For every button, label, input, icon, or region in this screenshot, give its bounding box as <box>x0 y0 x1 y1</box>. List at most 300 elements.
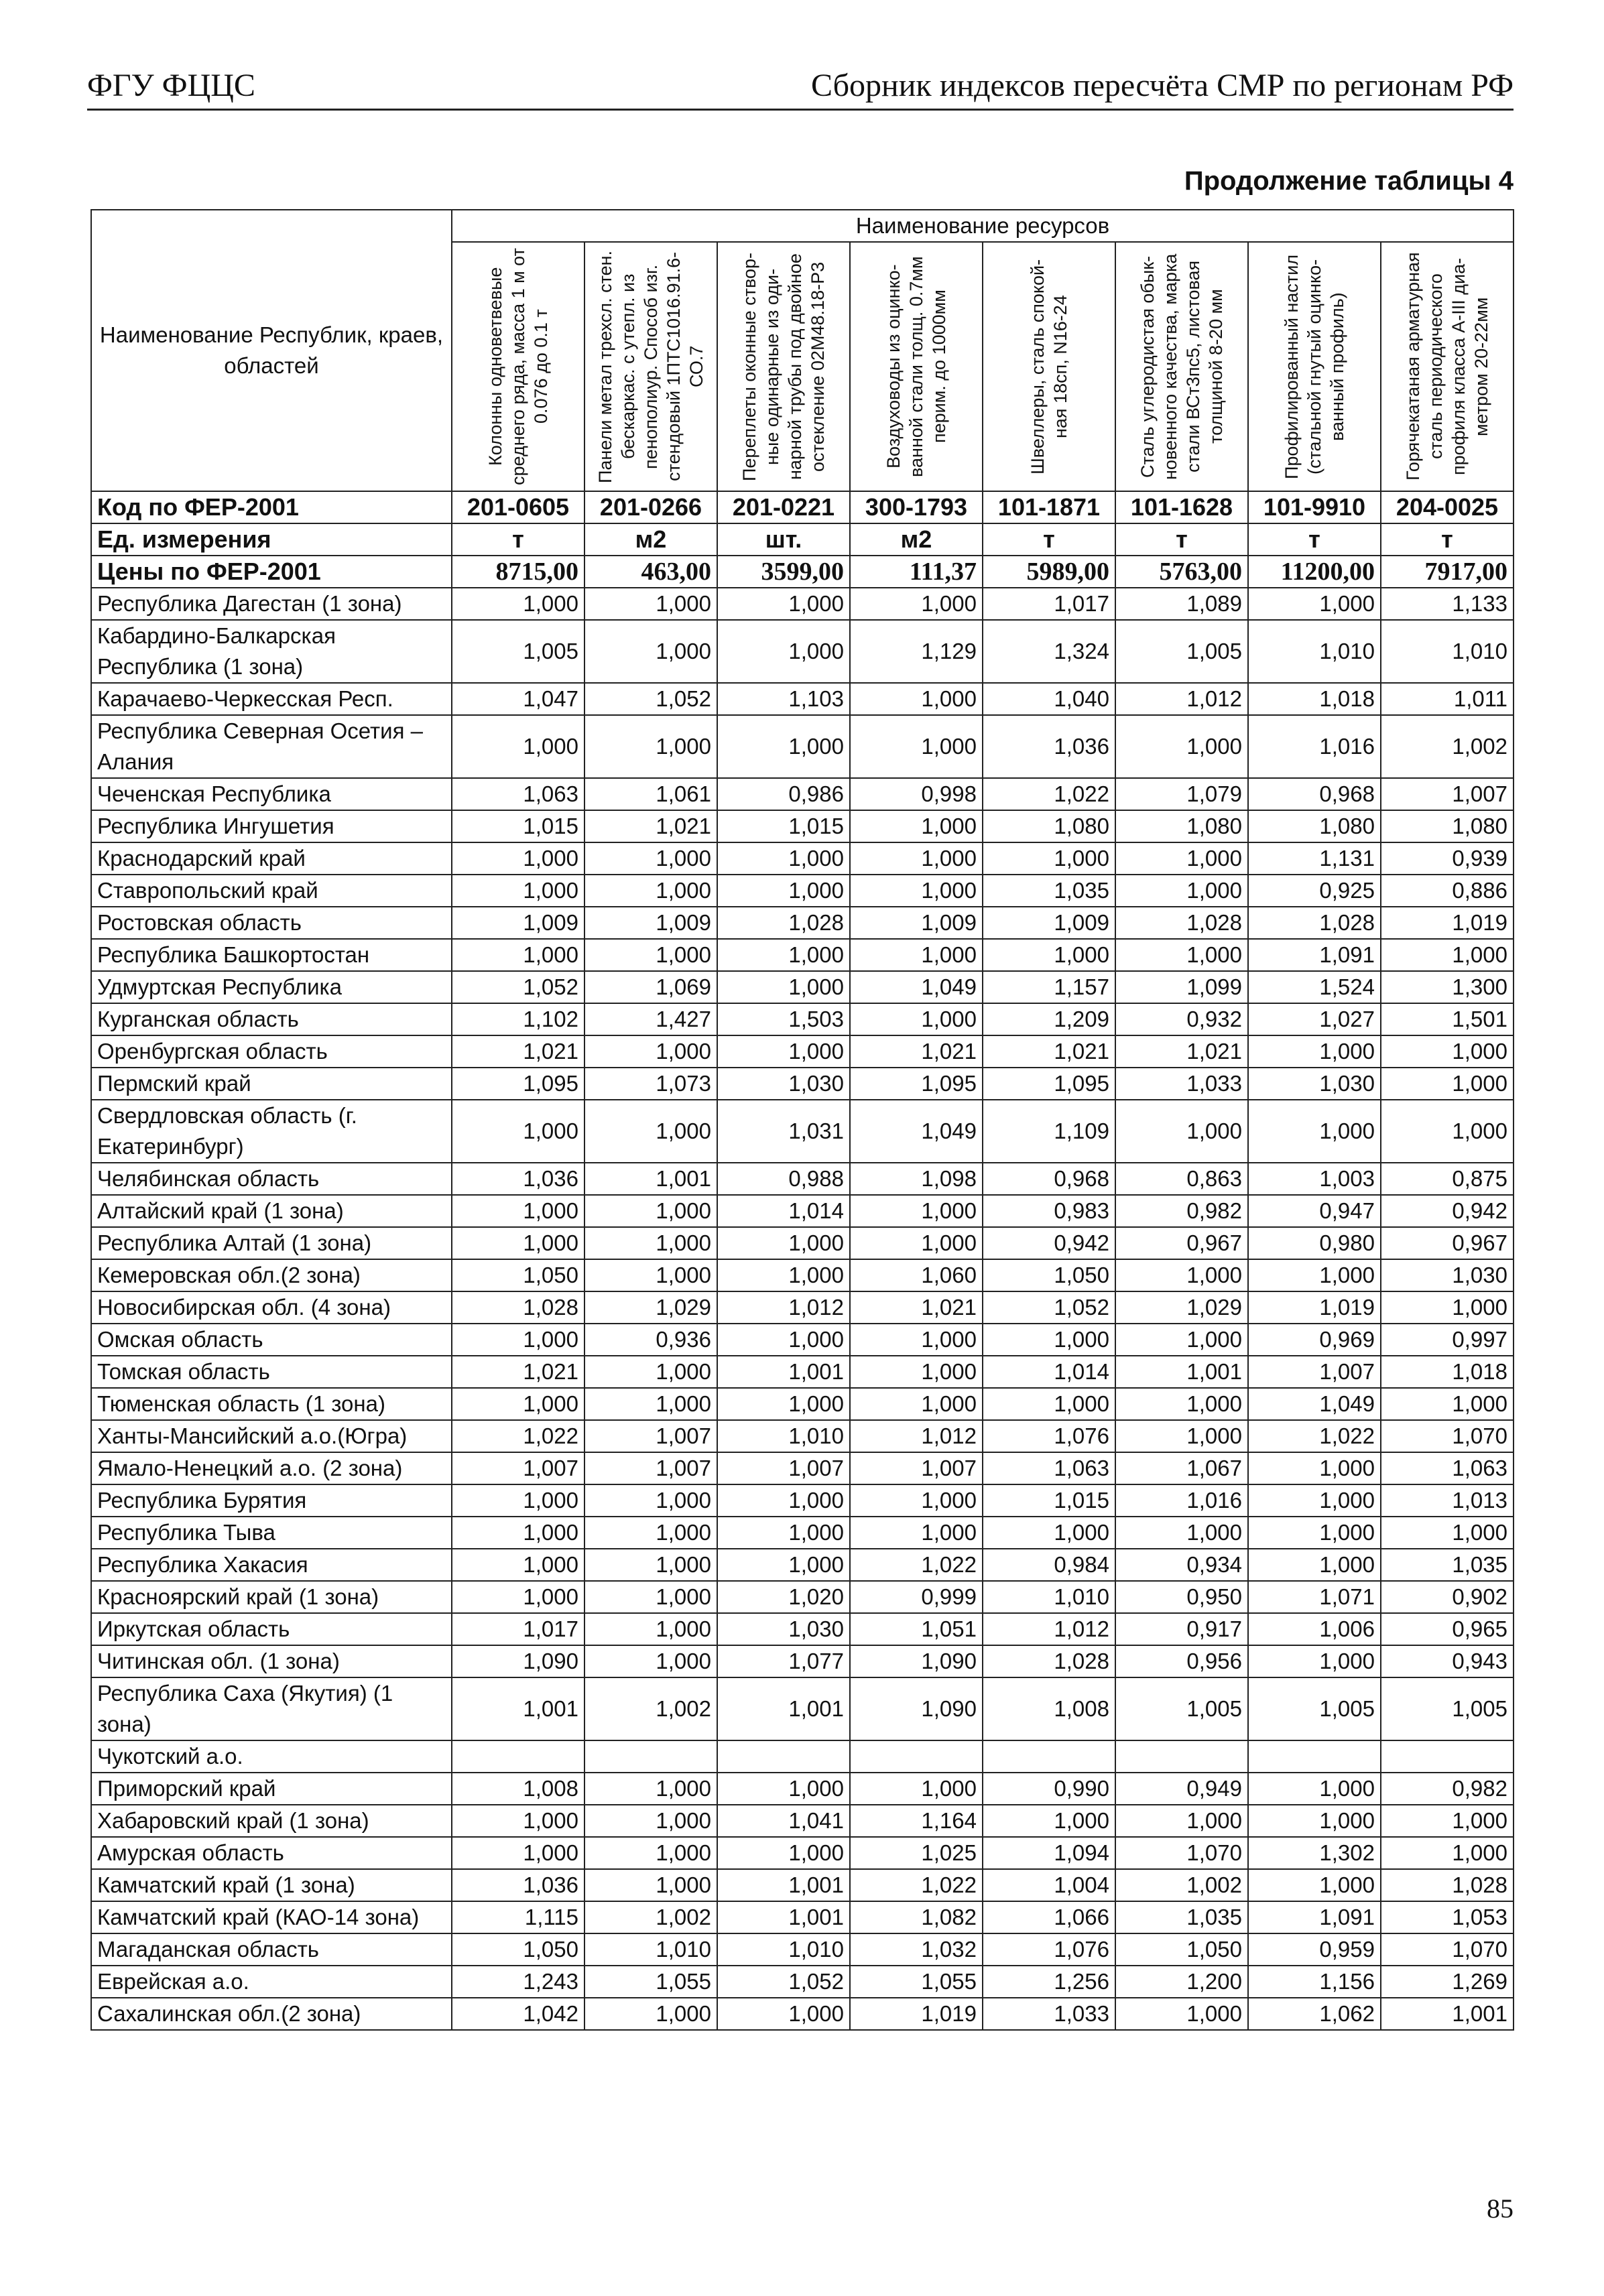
index-value: 1,021 <box>452 1035 584 1068</box>
index-value: 1,012 <box>983 1613 1115 1645</box>
index-value: 1,000 <box>1115 875 1248 907</box>
table-row <box>91 939 1514 971</box>
index-value: 1,269 <box>1381 1966 1514 1998</box>
table-row <box>91 1324 1514 1356</box>
index-value: 1,012 <box>717 1291 850 1324</box>
index-value: 1,002 <box>1115 1869 1248 1901</box>
index-value: 1,000 <box>584 1484 717 1517</box>
index-value: 1,015 <box>983 1484 1115 1517</box>
region-name: Удмуртская Республика <box>91 971 452 1003</box>
index-value: 1,000 <box>1115 1324 1248 1356</box>
index-value: 1,000 <box>850 1195 983 1227</box>
region-name: Алтайский край (1 зона) <box>91 1195 452 1227</box>
table-row <box>91 1003 1514 1035</box>
index-value: 1,010 <box>717 1420 850 1452</box>
index-value: 1,000 <box>452 1517 584 1549</box>
index-value: 1,061 <box>584 778 717 810</box>
index-value: 1,000 <box>1248 1869 1381 1901</box>
index-value: 1,022 <box>452 1420 584 1452</box>
resource-unit: т <box>1115 523 1248 556</box>
index-value: 1,090 <box>452 1645 584 1677</box>
index-value: 1,080 <box>1248 810 1381 842</box>
index-value: 1,019 <box>1248 1291 1381 1324</box>
index-value: 1,000 <box>1248 588 1381 620</box>
index-value: 1,017 <box>983 588 1115 620</box>
resource-column-header <box>1248 242 1381 491</box>
region-name: Республика Ингушетия <box>91 810 452 842</box>
table-row <box>91 1933 1514 1966</box>
resource-code: 204-0025 <box>1381 491 1514 523</box>
index-value: 1,018 <box>1381 1356 1514 1388</box>
index-value: 1,000 <box>717 971 850 1003</box>
index-value: 1,007 <box>717 1452 850 1484</box>
resource-price: 5989,00 <box>983 556 1115 588</box>
table-row <box>91 971 1514 1003</box>
index-value: 1,080 <box>1381 810 1514 842</box>
header-org: ФГУ ФЦЦС <box>87 68 255 103</box>
index-value: 0,967 <box>1115 1227 1248 1259</box>
index-value: 0,988 <box>717 1163 850 1195</box>
index-value: 1,010 <box>983 1581 1115 1613</box>
index-value: 1,007 <box>1248 1356 1381 1388</box>
index-value: 1,028 <box>1381 1869 1514 1901</box>
index-value: 1,000 <box>452 1324 584 1356</box>
index-value: 1,000 <box>983 1388 1115 1420</box>
resource-price: 7917,00 <box>1381 556 1514 588</box>
index-value: 1,000 <box>584 1259 717 1291</box>
resources-group-header: Наименование ресурсов <box>452 210 1514 242</box>
index-value: 1,000 <box>850 1773 983 1805</box>
index-value: 1,000 <box>584 620 717 683</box>
index-value: 1,080 <box>1115 810 1248 842</box>
region-name: Республика Бурятия <box>91 1484 452 1517</box>
table-row <box>91 875 1514 907</box>
index-value: 1,033 <box>1115 1068 1248 1100</box>
resource-column-header-text: Переплеты оконные створ-ные одинарные из оди-нарной трубы под двойное остекление 02М48.18-Р3 <box>739 252 828 481</box>
index-value: 1,001 <box>717 1901 850 1933</box>
resource-column-header <box>717 242 850 491</box>
index-value: 1,000 <box>1381 939 1514 971</box>
index-value: 0,936 <box>584 1324 717 1356</box>
index-value: 1,000 <box>1381 1805 1514 1837</box>
resource-price: 11200,00 <box>1248 556 1381 588</box>
table-row <box>91 1613 1514 1645</box>
page-number: 85 <box>1487 2193 1514 2224</box>
index-value: 1,131 <box>1248 842 1381 875</box>
index-value: 1,000 <box>717 842 850 875</box>
index-value: 1,000 <box>850 1484 983 1517</box>
index-value: 1,501 <box>1381 1003 1514 1035</box>
index-value: 1,003 <box>1248 1163 1381 1195</box>
index-value: 1,005 <box>452 620 584 683</box>
resource-column-header <box>850 242 983 491</box>
index-value: 1,000 <box>850 875 983 907</box>
index-value: 1,052 <box>717 1966 850 1998</box>
table-row <box>91 842 1514 875</box>
index-value: 1,302 <box>1248 1837 1381 1869</box>
index-value: 0,917 <box>1115 1613 1248 1645</box>
index-value: 1,000 <box>584 1581 717 1613</box>
index-value: 0,943 <box>1381 1645 1514 1677</box>
region-name: Челябинская область <box>91 1163 452 1195</box>
index-value: 0,982 <box>1115 1195 1248 1227</box>
table-row <box>91 1035 1514 1068</box>
index-value: 1,000 <box>584 1388 717 1420</box>
index-value: 1,000 <box>717 875 850 907</box>
table-row <box>91 1581 1514 1613</box>
index-value: 1,042 <box>452 1998 584 2030</box>
table-row <box>91 1645 1514 1677</box>
table-row <box>91 1068 1514 1100</box>
index-value: 1,000 <box>717 1998 850 2030</box>
index-value: 1,025 <box>850 1837 983 1869</box>
index-value: 1,073 <box>584 1068 717 1100</box>
index-value: 1,009 <box>983 907 1115 939</box>
index-value: 1,000 <box>584 875 717 907</box>
table-row <box>91 1740 1514 1773</box>
index-value: 1,000 <box>1248 1035 1381 1068</box>
index-value: 1,000 <box>850 842 983 875</box>
region-name: Еврейская а.о. <box>91 1966 452 1998</box>
index-value: 1,000 <box>983 1805 1115 1837</box>
resource-code: 300-1793 <box>850 491 983 523</box>
region-name: Кемеровская обл.(2 зона) <box>91 1259 452 1291</box>
index-value: 1,013 <box>1381 1484 1514 1517</box>
index-value: 1,077 <box>717 1645 850 1677</box>
index-value: 1,000 <box>717 588 850 620</box>
index-value: 1,030 <box>717 1613 850 1645</box>
index-value: 1,000 <box>983 842 1115 875</box>
resource-column-header <box>1381 242 1514 491</box>
index-value: 1,000 <box>717 1837 850 1869</box>
index-value: 1,032 <box>850 1933 983 1966</box>
index-value: 1,029 <box>584 1291 717 1324</box>
table-row <box>91 1484 1514 1517</box>
index-value: 0,997 <box>1381 1324 1514 1356</box>
table-row <box>91 1195 1514 1227</box>
index-value: 1,115 <box>452 1901 584 1933</box>
index-value: 1,000 <box>1115 1805 1248 1837</box>
index-value: 1,015 <box>717 810 850 842</box>
index-value: 1,067 <box>1115 1452 1248 1484</box>
index-value: 0,965 <box>1381 1613 1514 1645</box>
index-value: 1,080 <box>983 810 1115 842</box>
resource-column-header-text: Швеллеры, сталь спокой-ная 18сп, N16-24 <box>1028 259 1070 474</box>
index-value: 1,000 <box>717 1549 850 1581</box>
index-value: 1,000 <box>850 1227 983 1259</box>
index-value: 1,000 <box>1248 1517 1381 1549</box>
index-value: 1,049 <box>1248 1388 1381 1420</box>
index-value: 1,030 <box>1381 1259 1514 1291</box>
index-value: 1,005 <box>1381 1677 1514 1740</box>
region-name: Ямало-Ненецкий а.о. (2 зона) <box>91 1452 452 1484</box>
resource-column-header-text: Горячекатаная арматурная сталь периодического профиля класса А-III диа-метром 20-22мм <box>1403 252 1491 481</box>
index-value: 0,925 <box>1248 875 1381 907</box>
resource-price: 111,37 <box>850 556 983 588</box>
region-column-header: Наименование Республик, краев, областей <box>91 210 452 491</box>
index-value: 1,000 <box>983 1324 1115 1356</box>
region-name: Иркутская область <box>91 1613 452 1645</box>
index-value: 1,009 <box>584 907 717 939</box>
index-value: 1,156 <box>1248 1966 1381 1998</box>
resource-code: 201-0266 <box>584 491 717 523</box>
region-name: Республика Алтай (1 зона) <box>91 1227 452 1259</box>
table-row <box>91 1677 1514 1740</box>
index-value: 1,091 <box>1248 1901 1381 1933</box>
index-value: 1,000 <box>1248 1773 1381 1805</box>
index-value: 1,000 <box>584 1356 717 1388</box>
index-value: 0,902 <box>1381 1581 1514 1613</box>
region-name: Тюменская область (1 зона) <box>91 1388 452 1420</box>
index-value: 1,164 <box>850 1805 983 1837</box>
header-title: Сборник индексов пересчёта СМР по регионам РФ <box>811 68 1514 103</box>
index-value: 0,863 <box>1115 1163 1248 1195</box>
region-name: Новосибирская обл. (4 зона) <box>91 1291 452 1324</box>
resource-code: 201-0605 <box>452 491 584 523</box>
index-value <box>850 1740 983 1773</box>
table-continuation-label: Продолжение таблицы 4 <box>1184 166 1514 196</box>
resource-price: 5763,00 <box>1115 556 1248 588</box>
index-value: 1,243 <box>452 1966 584 1998</box>
index-value: 1,095 <box>983 1068 1115 1100</box>
index-value <box>452 1740 584 1773</box>
region-name: Ханты-Мансийский а.о.(Югра) <box>91 1420 452 1452</box>
resource-column-header <box>983 242 1115 491</box>
index-value: 1,000 <box>584 1035 717 1068</box>
index-value: 1,300 <box>1381 971 1514 1003</box>
index-value: 1,000 <box>584 1517 717 1549</box>
index-value: 1,000 <box>717 1035 850 1068</box>
index-value: 1,000 <box>1381 1068 1514 1100</box>
index-value: 1,001 <box>717 1677 850 1740</box>
index-value: 1,000 <box>452 1100 584 1163</box>
table-row <box>91 1388 1514 1420</box>
unit-label: Ед. измерения <box>91 523 452 556</box>
resource-column-header-text: Колонны одноветвевые среднего ряда, масса 1 м от 0.076 до 0.1 т <box>485 248 551 485</box>
index-value: 1,129 <box>850 620 983 683</box>
index-value: 1,000 <box>584 1227 717 1259</box>
index-value: 0,983 <box>983 1195 1115 1227</box>
index-value: 1,021 <box>452 1356 584 1388</box>
index-value: 1,018 <box>1248 683 1381 715</box>
index-value: 1,050 <box>452 1259 584 1291</box>
index-value: 1,000 <box>717 1484 850 1517</box>
resource-code: 101-9910 <box>1248 491 1381 523</box>
index-value: 1,000 <box>1115 1388 1248 1420</box>
resource-unit: т <box>1248 523 1381 556</box>
index-value: 1,256 <box>983 1966 1115 1998</box>
resource-column-header-text: Сталь углеродистая обык-новенного качества, марка стали ВСт3пс5, листовая толщиной 8-20 мм <box>1137 253 1226 480</box>
index-value: 1,036 <box>452 1869 584 1901</box>
index-value: 1,000 <box>1248 1805 1381 1837</box>
index-value: 1,021 <box>1115 1035 1248 1068</box>
region-name: Камчатский край (1 зона) <box>91 1869 452 1901</box>
resource-unit: шт. <box>717 523 850 556</box>
region-name: Ставропольский край <box>91 875 452 907</box>
index-value: 0,886 <box>1381 875 1514 907</box>
index-value: 1,035 <box>983 875 1115 907</box>
region-name: Краснодарский край <box>91 842 452 875</box>
index-value: 1,051 <box>850 1613 983 1645</box>
index-value: 1,324 <box>983 620 1115 683</box>
index-value: 1,001 <box>717 1869 850 1901</box>
table-row <box>91 1773 1514 1805</box>
index-value: 1,109 <box>983 1100 1115 1163</box>
region-name: Республика Дагестан (1 зона) <box>91 588 452 620</box>
index-value: 1,063 <box>452 778 584 810</box>
index-value: 1,000 <box>584 1549 717 1581</box>
index-value: 1,090 <box>850 1677 983 1740</box>
index-value: 1,028 <box>452 1291 584 1324</box>
index-value: 1,089 <box>1115 588 1248 620</box>
region-name: Магаданская область <box>91 1933 452 1966</box>
region-name: Карачаево-Черкесская Респ. <box>91 683 452 715</box>
index-value: 1,055 <box>584 1966 717 1998</box>
index-value: 1,000 <box>1115 1517 1248 1549</box>
region-name: Читинская обл. (1 зона) <box>91 1645 452 1677</box>
index-value: 1,001 <box>1381 1998 1514 2030</box>
index-value: 1,001 <box>452 1677 584 1740</box>
index-value: 1,000 <box>1381 1388 1514 1420</box>
index-value: 1,000 <box>1381 1837 1514 1869</box>
index-value: 1,000 <box>584 1837 717 1869</box>
index-value: 1,028 <box>983 1645 1115 1677</box>
index-value: 0,932 <box>1115 1003 1248 1035</box>
index-value: 1,000 <box>1381 1517 1514 1549</box>
index-value: 1,524 <box>1248 971 1381 1003</box>
index-value: 1,071 <box>1248 1581 1381 1613</box>
index-value: 1,000 <box>983 939 1115 971</box>
table-row <box>91 1901 1514 1933</box>
index-value: 1,094 <box>983 1837 1115 1869</box>
index-value: 1,012 <box>1115 683 1248 715</box>
index-value: 1,000 <box>452 1837 584 1869</box>
table-row <box>91 1420 1514 1452</box>
resource-price: 3599,00 <box>717 556 850 588</box>
index-value: 1,000 <box>584 1195 717 1227</box>
table-row <box>91 588 1514 620</box>
index-value: 0,999 <box>850 1581 983 1613</box>
index-value: 1,035 <box>1115 1901 1248 1933</box>
resource-price: 463,00 <box>584 556 717 588</box>
index-value: 1,098 <box>850 1163 983 1195</box>
index-value: 1,022 <box>1248 1420 1381 1452</box>
resource-unit: т <box>983 523 1115 556</box>
table-row <box>91 810 1514 842</box>
index-value: 1,000 <box>1115 1420 1248 1452</box>
index-value: 1,050 <box>452 1933 584 1966</box>
index-value: 1,006 <box>1248 1613 1381 1645</box>
index-value: 1,029 <box>1115 1291 1248 1324</box>
index-value: 1,000 <box>1248 1645 1381 1677</box>
index-value: 1,000 <box>850 1324 983 1356</box>
resource-column-header <box>584 242 717 491</box>
index-value: 1,091 <box>1248 939 1381 971</box>
index-value: 1,010 <box>1381 620 1514 683</box>
table-row <box>91 907 1514 939</box>
resource-column-header <box>1115 242 1248 491</box>
index-value: 1,157 <box>983 971 1115 1003</box>
index-value: 1,001 <box>717 1356 850 1388</box>
index-value: 0,982 <box>1381 1773 1514 1805</box>
index-value: 1,012 <box>850 1420 983 1452</box>
index-value: 1,005 <box>1248 1677 1381 1740</box>
index-value: 1,036 <box>983 715 1115 778</box>
index-value: 1,019 <box>1381 907 1514 939</box>
index-value: 1,021 <box>584 810 717 842</box>
index-value: 1,000 <box>850 1003 983 1035</box>
table-row <box>91 1549 1514 1581</box>
index-value: 1,011 <box>1381 683 1514 715</box>
index-value: 1,503 <box>717 1003 850 1035</box>
table-row <box>91 683 1514 715</box>
table-row <box>91 1163 1514 1195</box>
index-value: 1,066 <box>983 1901 1115 1933</box>
index-value: 1,000 <box>1381 1100 1514 1163</box>
index-value: 1,028 <box>1115 907 1248 939</box>
index-value: 1,000 <box>584 1645 717 1677</box>
index-value: 1,070 <box>1381 1420 1514 1452</box>
index-value: 1,000 <box>1248 1452 1381 1484</box>
index-value: 1,015 <box>452 810 584 842</box>
region-name: Хабаровский край (1 зона) <box>91 1805 452 1837</box>
index-value: 1,000 <box>452 588 584 620</box>
index-value: 1,000 <box>850 715 983 778</box>
index-value: 1,014 <box>983 1356 1115 1388</box>
index-value: 1,000 <box>850 588 983 620</box>
index-value: 1,052 <box>584 683 717 715</box>
resource-column-header-text: Панели метал трехсл. стен. бескаркас. с утепл. из пенополиур. Способ изг. стендовый 1ПТС1016.91.6-СО.7 <box>595 250 706 483</box>
index-value: 1,000 <box>452 1549 584 1581</box>
index-value: 1,000 <box>1115 1100 1248 1163</box>
index-value: 1,000 <box>717 620 850 683</box>
index-value: 1,209 <box>983 1003 1115 1035</box>
index-value: 1,000 <box>452 715 584 778</box>
index-value: 1,027 <box>1248 1003 1381 1035</box>
index-value: 1,000 <box>1115 939 1248 971</box>
index-value: 1,090 <box>850 1645 983 1677</box>
table-row <box>91 1100 1514 1163</box>
index-value: 1,000 <box>584 1805 717 1837</box>
index-value: 1,000 <box>452 939 584 971</box>
index-value: 0,990 <box>983 1773 1115 1805</box>
table-row <box>91 1998 1514 2030</box>
index-value: 0,969 <box>1248 1324 1381 1356</box>
index-value: 1,000 <box>850 1388 983 1420</box>
index-value: 0,942 <box>983 1227 1115 1259</box>
table-row <box>91 715 1514 778</box>
index-value: 1,070 <box>1115 1837 1248 1869</box>
index-value: 0,984 <box>983 1549 1115 1581</box>
resource-column-header <box>452 242 584 491</box>
index-value: 1,028 <box>1248 907 1381 939</box>
index-value: 1,040 <box>983 683 1115 715</box>
index-value <box>983 1740 1115 1773</box>
region-name: Республика Башкортостан <box>91 939 452 971</box>
index-value: 1,020 <box>717 1581 850 1613</box>
index-value: 1,052 <box>452 971 584 1003</box>
index-value: 1,133 <box>1381 588 1514 620</box>
resource-unit: т <box>1381 523 1514 556</box>
region-name: Камчатский край (КАО-14 зона) <box>91 1901 452 1933</box>
index-value: 1,082 <box>850 1901 983 1933</box>
index-value: 1,053 <box>1381 1901 1514 1933</box>
index-value: 1,007 <box>1381 778 1514 810</box>
index-value: 0,967 <box>1381 1227 1514 1259</box>
resource-unit: м2 <box>850 523 983 556</box>
index-value: 1,079 <box>1115 778 1248 810</box>
index-value: 1,047 <box>452 683 584 715</box>
